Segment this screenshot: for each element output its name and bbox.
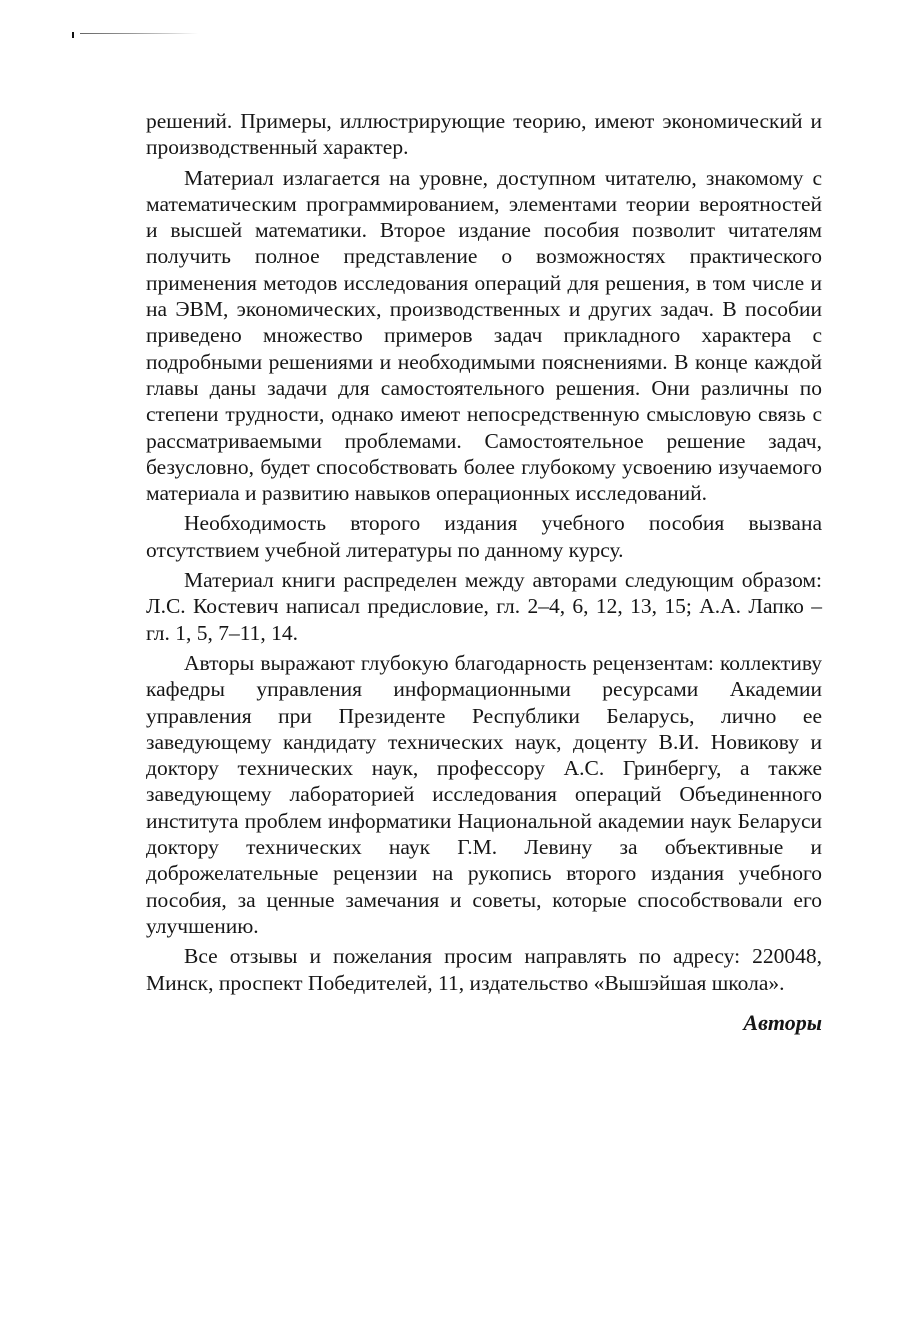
paragraph-continuation: решений. Примеры, иллюстрирующие теорию, имеют экономический и производственный характер. [146,109,822,160]
paragraph-material-level: Материал излагается на уровне, доступном читателю, знакомому с математическим программированием, элементами теории вероятностей и высшей математики. Второе издание пособия позволит читателям получить полное представление о возможностях практического применения методов исследования операций для решения, в том числе и на ЭВМ, экономических, производственных и других задач. В пособии приведено множество примеров задач прикладного характера с подробными решениями и необходимыми пояснениями. В конце каждой главы даны задачи для самостоятельного решения. Они различны по степени трудности, однако имеют непосредственную смысловую связь с рассматриваемыми проблемами. Самостоятельное решение задач, безусловно, будет способствовать более глубокому усвоению изучаемого материала и развитию навыков операционных исследований. [146,165,822,506]
signature-authors: Авторы [743,1009,822,1035]
paragraph-acknowledgements: Авторы выражают глубокую благодарность рецензентам: коллективу кафедры управления информационными ресурсами Академии управления при Президенте Республики Беларусь, лично ее заведующему кандидату технических наук, доценту В.И. Новикову и доктору технических наук, профессору А.С. Гринбергу, а также заведующему лабораторией исследования операций Объединенного института проблем информатики Национальной академии наук Беларуси доктору технических наук Г.М. Левину за объективные и доброжелательные рецензии на рукопись второго издания учебного пособия, за ценные замечания и советы, которые способствовали его улучшению. [146,650,822,938]
paragraph-necessity: Необходимость второго издания учебного пособия вызвана отсутствием учебной литературы по данному курсу. [146,511,822,562]
paragraph-feedback-address: Все отзывы и пожелания просим направлять по адресу: 220048, Минск, проспект Победителей, 11, издательство «Вышэйшая школа». [146,944,822,995]
paragraph-authors-distribution: Материал книги распределен между авторами следующим образом: Л.С. Костевич написал предисловие, гл. 2–4, 6, 12, 13, 15; А.А. Лапко – гл. 1, 5, 7–11, 14. [146,568,822,645]
scan-artifact-streak [80,33,198,34]
document-page [146,108,822,1036]
scan-artifact-tick [72,32,74,38]
scan-artifact-mark [72,32,202,38]
